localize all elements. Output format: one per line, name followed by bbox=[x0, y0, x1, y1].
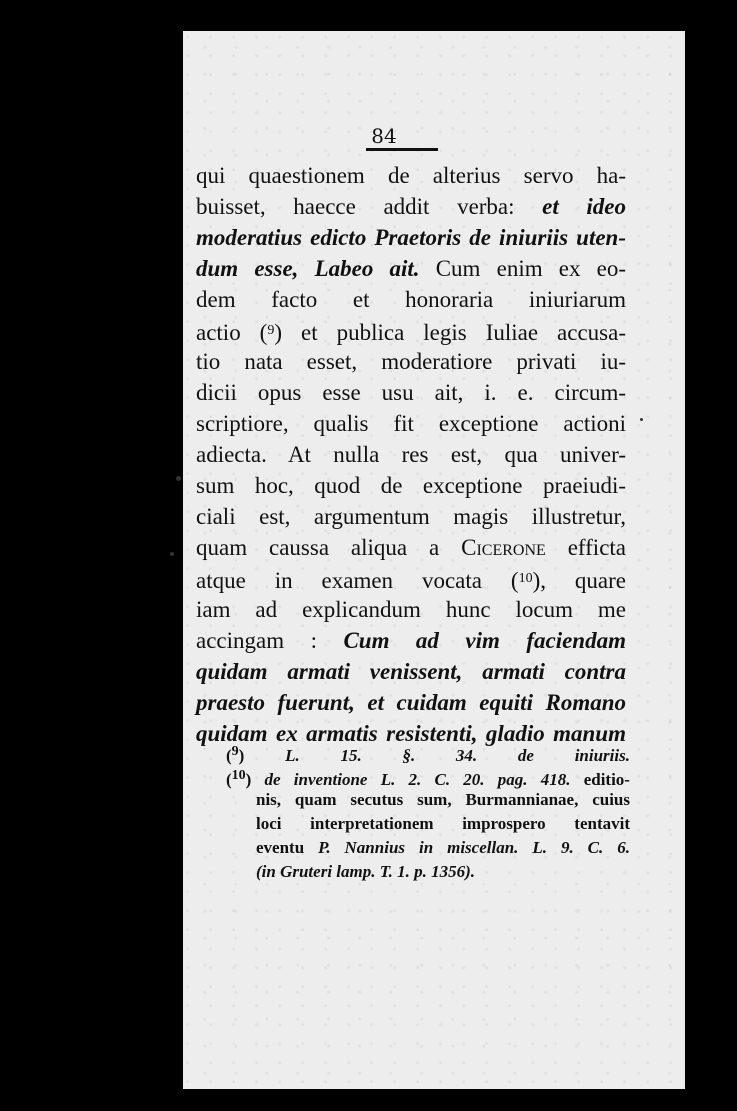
text-line bbox=[196, 315, 626, 346]
text-run: eventu bbox=[256, 838, 319, 857]
text-line bbox=[196, 563, 626, 594]
italic-text: (in Gruteri lamp. T. 1. p. 1356). bbox=[256, 862, 475, 881]
footnote-line bbox=[206, 740, 630, 764]
text-line bbox=[196, 470, 626, 501]
text-run: ) bbox=[245, 770, 265, 789]
text-line bbox=[196, 656, 626, 687]
text-line bbox=[196, 253, 626, 284]
text-run: iam ad explicandum hunc locum me bbox=[196, 597, 626, 622]
text-run: qui quaestionem de alterius servo ha- bbox=[196, 163, 626, 188]
body-text bbox=[196, 160, 626, 749]
text-line bbox=[196, 439, 626, 470]
italic-text: dum esse, Labeo ait. bbox=[196, 256, 420, 281]
footnote-line bbox=[206, 764, 630, 788]
text-line bbox=[196, 501, 626, 532]
footnotes bbox=[206, 740, 630, 884]
text-line bbox=[196, 346, 626, 377]
text-run: ) et publica legis Iuliae accusa- bbox=[274, 320, 627, 345]
text-run: ) bbox=[238, 746, 286, 765]
italic-text: praesto fuerunt, et cuidam equiti Romano bbox=[196, 690, 626, 715]
text-run: dicii opus esse usu ait, i. e. circum- bbox=[196, 380, 626, 405]
italic-text: de inventione L. 2. C. 20. pag. 418. bbox=[264, 770, 571, 789]
text-run: efficta bbox=[545, 535, 627, 560]
text-line bbox=[196, 191, 626, 222]
italic-text: Cum ad vim faciendam bbox=[343, 628, 626, 653]
text-line bbox=[196, 160, 626, 191]
text-line bbox=[196, 222, 626, 253]
text-run: quam caussa aliqua a bbox=[196, 535, 462, 560]
footnote-line bbox=[206, 788, 630, 812]
text-run: buisset, haecce addit verba: bbox=[196, 194, 543, 219]
text-run: accingam : bbox=[196, 628, 344, 653]
text-run: tio nata esset, moderatiore privati iu- bbox=[196, 349, 626, 374]
footnote-line bbox=[206, 836, 630, 860]
text-run: ), quare bbox=[532, 568, 626, 593]
text-line bbox=[196, 687, 626, 718]
text-run: ( bbox=[226, 770, 232, 789]
italic-text: P. Nannius in miscellan. L. 9. C. 6. bbox=[318, 838, 630, 857]
italic-text: quidam armati venissent, armati contra bbox=[196, 659, 626, 684]
small-caps-text: Cicerone bbox=[461, 535, 546, 560]
text-run: editio- bbox=[570, 770, 630, 789]
text-run: scriptiore, qualis fit exceptione actioni bbox=[196, 411, 626, 436]
text-line bbox=[196, 532, 626, 563]
text-run: Cum enim ex eo- bbox=[419, 256, 627, 281]
text-run: actio ( bbox=[196, 320, 268, 345]
footnote-ref: 9 bbox=[267, 323, 275, 338]
page-number: 84 bbox=[371, 124, 397, 148]
footnote-ref: 9 bbox=[231, 744, 239, 759]
text-line bbox=[196, 408, 626, 439]
text-run: ( bbox=[226, 746, 232, 765]
text-run: loci interpretationem improspero tentavit bbox=[256, 814, 630, 833]
text-run: ciali est, argumentum magis illustretur, bbox=[196, 504, 626, 529]
text-line bbox=[196, 625, 626, 656]
text-run: dem facto et honoraria iniuriarum bbox=[196, 287, 626, 312]
italic-text: et ideo bbox=[542, 194, 627, 219]
text-line bbox=[196, 284, 626, 315]
footnote-ref: 10 bbox=[231, 768, 246, 783]
italic-text: moderatius edicto Praetoris de iniuriis uten- bbox=[196, 225, 626, 250]
italic-text: L. 15. §. 34. de iniuriis. bbox=[285, 746, 630, 765]
page-number-rule bbox=[366, 148, 438, 151]
footnote-line bbox=[206, 860, 630, 884]
text-line bbox=[196, 377, 626, 408]
footnote-ref: 10 bbox=[518, 571, 533, 586]
text-run: sum hoc, quod de exceptione praeiudi- bbox=[196, 473, 626, 498]
text-run: nis, quam secutus sum, Burmannianae, cuius bbox=[256, 790, 630, 809]
text-run: atque in examen vocata ( bbox=[196, 568, 519, 593]
text-line bbox=[196, 594, 626, 625]
footnote-line bbox=[206, 812, 630, 836]
italic-text: quidam ex armatis resistenti, gladio manum bbox=[196, 721, 626, 746]
text-run: adiecta. At nulla res est, qua univer- bbox=[196, 442, 626, 467]
